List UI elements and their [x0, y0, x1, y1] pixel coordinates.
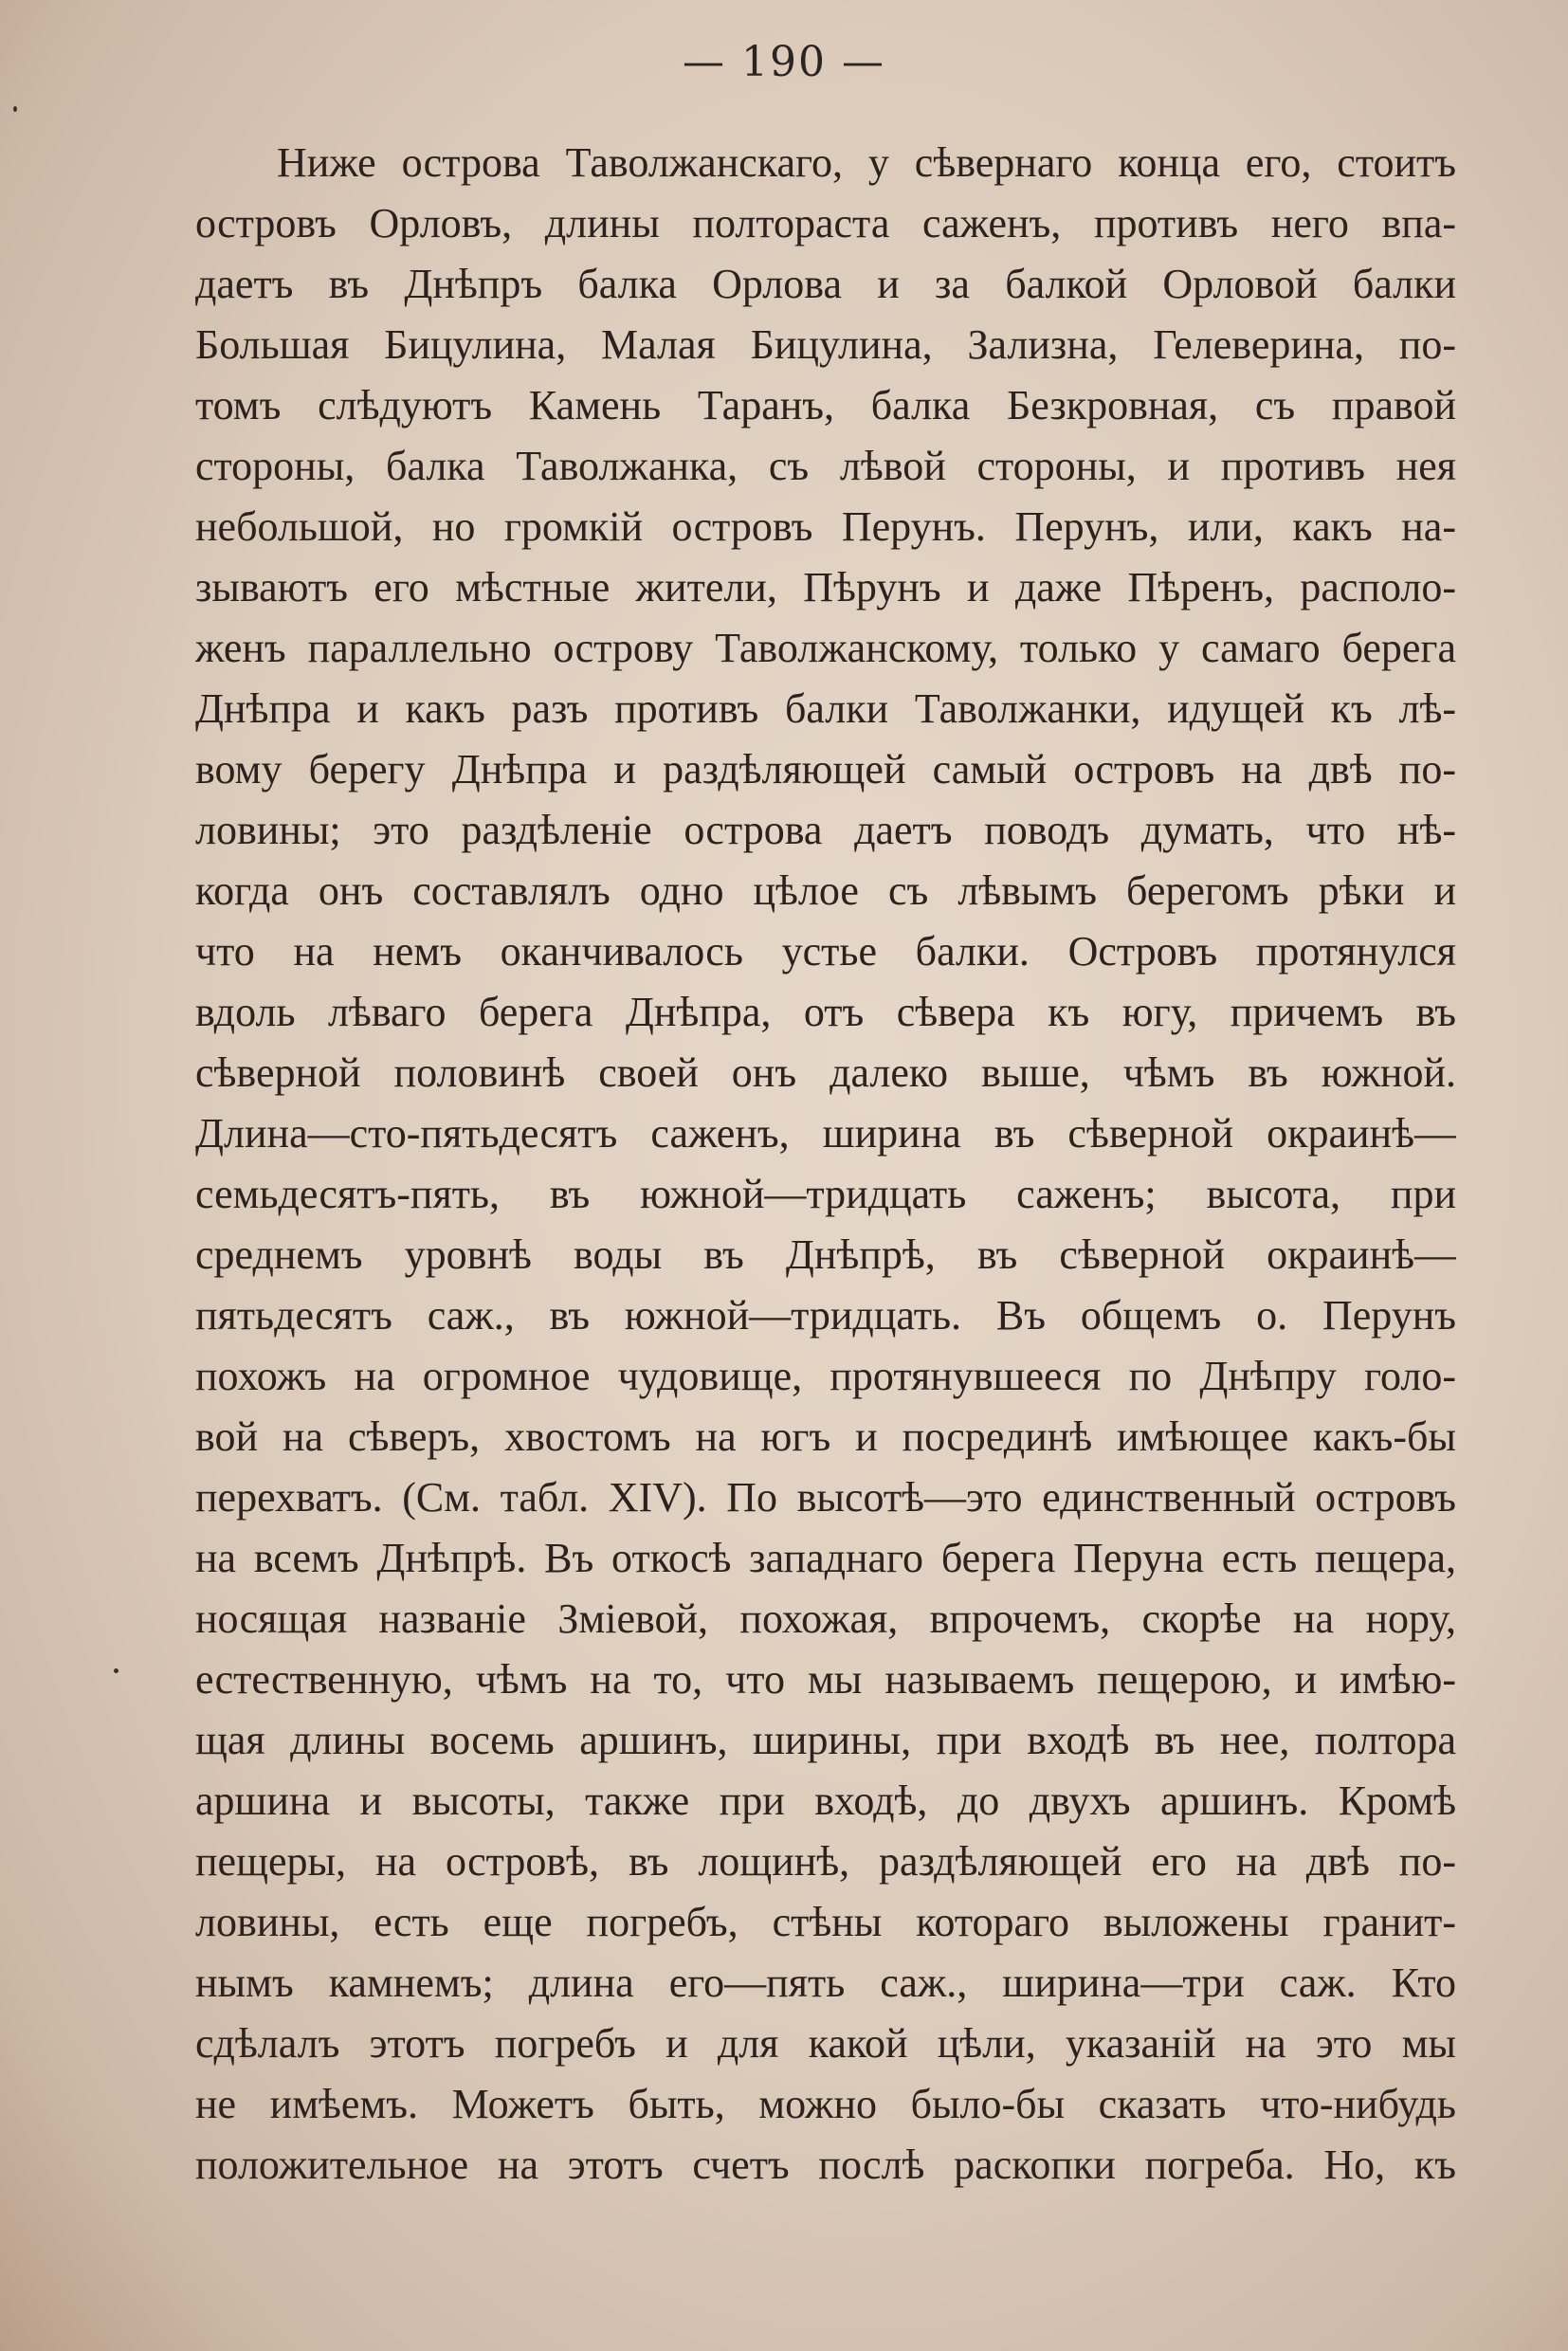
text-line: положительное на этотъ счетъ послѣ раскопки погреба. Но, къ	[195, 2141, 1456, 2188]
text-line: аршина и высоты, также при входѣ, до двухъ аршинъ. Кромѣ	[195, 1777, 1456, 1824]
text-line: небольшой, но громкій островъ Перунъ. Перунъ, или, какъ на-	[195, 503, 1456, 550]
text-line: вдоль лѣваго берега Днѣпра, отъ сѣвера къ югу, причемъ въ	[195, 989, 1456, 1035]
text-line: на всемъ Днѣпрѣ. Въ откосѣ западнаго берега Перуна есть пещера,	[195, 1535, 1456, 1581]
text-line: женъ параллельно острову Таволжанскому, только у самаго берега	[195, 625, 1456, 671]
text-line: зываютъ его мѣстные жители, Пѣрунъ и даже Пѣренъ, располо-	[195, 564, 1456, 611]
text-line: щая длины восемь аршинъ, ширины, при входѣ въ нее, полтора	[195, 1717, 1456, 1763]
text-line: Длина—сто-пятьдесятъ саженъ, ширина въ сѣверной окраинѣ—	[195, 1110, 1456, 1157]
text-line: Ниже острова Таволжанскаго, у сѣвернаго конца его, стоитъ	[277, 139, 1456, 186]
text-line: не имѣемъ. Можетъ быть, можно было-бы сказать что-нибудь	[195, 2081, 1456, 2127]
text-line: пятьдесятъ саж., въ южной—тридцать. Въ общемъ о. Перунъ	[195, 1292, 1456, 1339]
text-line: когда онъ составлялъ одно цѣлое съ лѣвымъ берегомъ рѣки и	[195, 867, 1456, 914]
text-line: вой на сѣверъ, хвостомъ на югъ и посрединѣ имѣющее какъ-бы	[195, 1413, 1456, 1460]
text-line: ловины, есть еще погребъ, стѣны котораго выложены гранит-	[195, 1899, 1456, 1945]
text-line: томъ слѣдуютъ Камень Таранъ, балка Безкровная, съ правой	[195, 382, 1456, 428]
text-line: стороны, балка Таволжанка, съ лѣвой стороны, и противъ нея	[195, 443, 1456, 489]
paper-speck	[13, 106, 17, 112]
text-line: ловины; это раздѣленіе острова даетъ поводъ думать, что нѣ-	[195, 807, 1456, 853]
text-line: носящая названіе Зміевой, похожая, впрочемъ, скорѣе на нору,	[195, 1595, 1456, 1642]
text-line: семьдесятъ-пять, въ южной—тридцать саженъ; высота, при	[195, 1171, 1456, 1217]
text-line: даетъ въ Днѣпръ балка Орлова и за балкой Орловой балки	[195, 261, 1456, 307]
text-line: перехватъ. (См. табл. XIV). По высотѣ—это единственный островъ	[195, 1474, 1456, 1521]
paper-speck	[114, 1668, 119, 1673]
text-line: вому берегу Днѣпра и раздѣляющей самый островъ на двѣ по-	[195, 746, 1456, 793]
text-line: что на немъ оканчивалось устье балки. Островъ протянулся	[195, 928, 1456, 975]
body-text	[195, 133, 1456, 2196]
text-line: пещеры, на островѣ, въ лощинѣ, раздѣляющей его на двѣ по-	[195, 1838, 1456, 1885]
text-line: сѣверной половинѣ своей онъ далеко выше, чѣмъ въ южной.	[195, 1049, 1456, 1096]
text-line: нымъ камнемъ; длина его—пять саж., ширина—три саж. Кто	[195, 1959, 1456, 2006]
text-line: естественную, чѣмъ на то, что мы называемъ пещерою, и имѣю-	[195, 1656, 1456, 1703]
text-line: среднемъ уровнѣ воды въ Днѣпрѣ, въ сѣверной окраинѣ—	[195, 1231, 1456, 1278]
text-line: Большая Бицулина, Малая Бицулина, Зализна, Гелеверина, по-	[195, 321, 1456, 368]
text-line: Днѣпра и какъ разъ противъ балки Таволжанки, идущей къ лѣ-	[195, 685, 1456, 732]
text-line: похожъ на огромное чудовище, протянувшееся по Днѣпру голо-	[195, 1353, 1456, 1399]
text-line: сдѣлалъ этотъ погребъ и для какой цѣли, указаній на это мы	[195, 2020, 1456, 2067]
page-number: — 190 —	[683, 38, 885, 86]
text-line: островъ Орловъ, длины полтораста саженъ, противъ него впа-	[195, 200, 1456, 246]
